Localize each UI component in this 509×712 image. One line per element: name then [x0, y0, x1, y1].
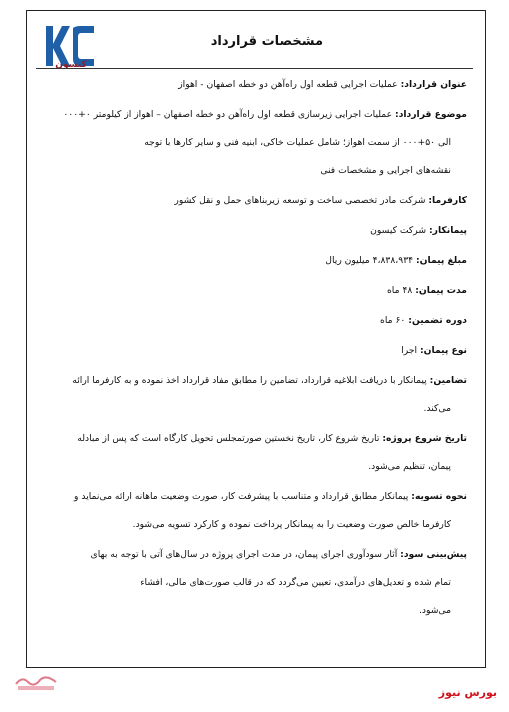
field-guarantees — [40, 374, 467, 387]
field-contract-title — [40, 78, 467, 91]
field-value: اجرا — [401, 345, 418, 356]
field-settlement-method — [40, 490, 467, 503]
field-contract-type — [40, 344, 467, 357]
field-label: نوع پیمان: — [419, 345, 467, 356]
source-label: بورس نیوز — [438, 686, 497, 699]
watermark-stamp — [14, 672, 58, 694]
field-value: شرکت کیسون — [370, 225, 427, 236]
field-value-continued: می‌کند. — [423, 403, 451, 414]
field-label: کارفرما: — [428, 195, 467, 206]
field-value-continued: کارفرما خالص صورت وضعیت را به پیمانکار پرداخت نموده و کارکرد تسویه می‌شود. — [132, 519, 451, 530]
field-project-start-date — [40, 432, 467, 445]
field-value-continued: الی ۵۰+۰۰۰ از سمت اهواز؛ شامل عملیات خاکی، ابنیه فنی و سایر کارها با توجه — [144, 137, 451, 148]
field-contract-amount — [40, 254, 467, 267]
field-value: عملیات اجرایی قطعه اول راه‌آهن دو خطه اصفهان - اهواز — [178, 79, 398, 90]
field-warranty-period — [40, 314, 467, 327]
field-value-continued: تمام شده و تعدیل‌های درآمدی، تعیین می‌گردد که در قالب صورت‌های مالی، افشاء — [140, 577, 451, 588]
field-value-continued: نقشه‌های اجرایی و مشخصات فنی — [320, 165, 451, 176]
field-label: تاریخ شروع پروژه: — [382, 433, 467, 444]
field-value-continued: می‌شود. — [418, 605, 451, 616]
field-contractor — [40, 224, 467, 237]
field-value: عملیات اجرایی زیرسازی قطعه اول راه‌آهن دو خطه اصفهان – اهواز از کیلومتر ۰+۰۰۰ — [63, 109, 393, 120]
field-contract-subject — [40, 108, 467, 121]
field-value: ۴،۸۳۸،۹۳۴ میلیون ریال — [325, 255, 414, 266]
field-value: ۶۰ ماه — [380, 315, 406, 326]
logo-text: کیسون — [55, 60, 87, 70]
page-title: مشخصات قرارداد — [210, 34, 323, 49]
field-label: تضامین: — [429, 375, 467, 386]
field-value: پیمانکار مطابق قرارداد و متناسب با پیشرفت کار، صورت وضعیت ماهانه ارائه می‌نماید و — [74, 491, 409, 502]
field-value: شرکت مادر تخصصی ساخت و توسعه زیربناهای حمل و نقل کشور — [174, 195, 426, 206]
field-label: مبلغ پیمان: — [416, 255, 467, 266]
field-label: نحوه تسویه: — [411, 491, 467, 502]
field-value: پیمانکار با دریافت ابلاغیه قرارداد، تضامین را مطابق مفاد قرارداد اخذ نموده و به کارفرما ارائه — [72, 375, 427, 386]
field-value: تاریخ شروع کار، تاریخ نخستین صورتمجلس تحویل کارگاه است که پس از مبادله — [77, 433, 380, 444]
field-value: آثار سودآوری اجرای پیمان، در مدت اجرای پروژه در سال‌های آتی با توجه به بهای — [90, 549, 398, 560]
field-label: مدت پیمان: — [415, 285, 467, 296]
field-label: پیش‌بینی سود: — [400, 549, 467, 560]
field-value-continued: پیمان، تنظیم می‌شود. — [368, 461, 451, 472]
field-label: عنوان قرارداد: — [400, 79, 467, 90]
field-label: دوره تضمین: — [408, 315, 467, 326]
field-value: ۴۸ ماه — [386, 285, 413, 296]
field-contract-duration — [40, 284, 467, 297]
field-profit-forecast — [40, 548, 467, 561]
field-label: پیمانکار: — [428, 225, 467, 236]
field-employer — [40, 194, 467, 207]
title-divider — [36, 68, 473, 69]
field-label: موضوع قرارداد: — [395, 109, 467, 120]
contract-details — [40, 78, 467, 617]
